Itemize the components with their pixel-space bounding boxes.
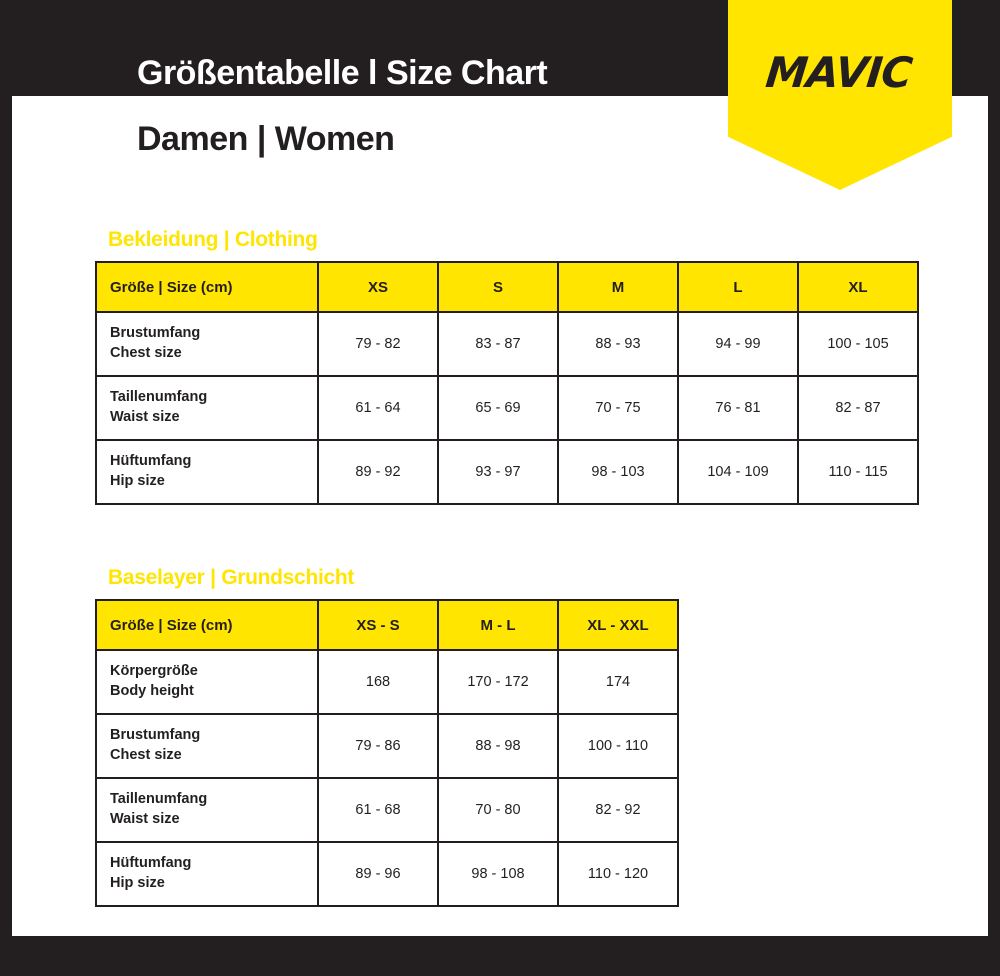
row-label-en: Hip size: [110, 473, 165, 489]
cell-value: 88 - 98: [438, 714, 558, 778]
row-label-en: Hip size: [110, 875, 165, 891]
row-label: [96, 714, 318, 778]
row-label-de: Brustumfang: [110, 325, 201, 342]
column-header: XL - XXL: [558, 600, 678, 650]
row-label-en: Chest size: [110, 747, 182, 763]
row-label-en: Waist size: [110, 811, 180, 827]
cell-value: 89 - 96: [318, 842, 438, 906]
row-label: [96, 842, 318, 906]
cell-value: 110 - 120: [558, 842, 678, 906]
cell-value: 61 - 68: [318, 778, 438, 842]
table-row: [96, 714, 678, 778]
section-title-clothing: Bekleidung | Clothing: [108, 228, 318, 251]
column-header: XL: [798, 262, 918, 312]
page-title: Größentabelle l Size Chart: [137, 54, 548, 92]
column-header: M: [558, 262, 678, 312]
section-title-baselayer: Baselayer | Grundschicht: [108, 566, 355, 589]
cell-value: 170 - 172: [438, 650, 558, 714]
table-clothing: [95, 261, 919, 505]
cell-value: 79 - 82: [318, 312, 438, 376]
column-header: S: [438, 262, 558, 312]
section-baselayer: [95, 566, 679, 907]
cell-value: 70 - 80: [438, 778, 558, 842]
column-header: M - L: [438, 600, 558, 650]
row-label: [96, 778, 318, 842]
section-clothing: [95, 228, 919, 505]
column-header: XS - S: [318, 600, 438, 650]
table-row: [96, 650, 678, 714]
row-label: [96, 376, 318, 440]
column-header: Größe | Size (cm): [96, 600, 318, 650]
row-label-de: Hüftumfang: [110, 453, 192, 470]
column-header: XS: [318, 262, 438, 312]
row-label-de: Körpergröße: [110, 663, 198, 680]
column-header: L: [678, 262, 798, 312]
row-label-de: Hüftumfang: [110, 855, 192, 872]
table-row: [96, 312, 918, 376]
cell-value: 94 - 99: [678, 312, 798, 376]
row-label: [96, 312, 318, 376]
table-header-row: [96, 262, 918, 312]
cell-value: 65 - 69: [438, 376, 558, 440]
cell-value: 100 - 105: [798, 312, 918, 376]
cell-value: 76 - 81: [678, 376, 798, 440]
cell-value: 88 - 93: [558, 312, 678, 376]
row-label: [96, 650, 318, 714]
table-header-row: [96, 600, 678, 650]
row-label: [96, 440, 318, 504]
row-label-en: Waist size: [110, 409, 180, 425]
cell-value: 82 - 92: [558, 778, 678, 842]
column-header: Größe | Size (cm): [96, 262, 318, 312]
mavic-logo: MAVIC: [763, 48, 914, 97]
table-row: [96, 842, 678, 906]
row-label-de: Taillenumfang: [110, 389, 208, 406]
table-row: [96, 440, 918, 504]
cell-value: 61 - 64: [318, 376, 438, 440]
cell-value: 82 - 87: [798, 376, 918, 440]
cell-value: 174: [558, 650, 678, 714]
table-row: [96, 376, 918, 440]
table-baselayer: [95, 599, 679, 907]
page-subtitle: Damen | Women: [137, 120, 395, 158]
cell-value: 98 - 103: [558, 440, 678, 504]
cell-value: 70 - 75: [558, 376, 678, 440]
cell-value: 79 - 86: [318, 714, 438, 778]
cell-value: 104 - 109: [678, 440, 798, 504]
cell-value: 93 - 97: [438, 440, 558, 504]
row-label-en: Body height: [110, 683, 194, 699]
cell-value: 89 - 92: [318, 440, 438, 504]
footer-bar: [0, 936, 1000, 976]
cell-value: 83 - 87: [438, 312, 558, 376]
cell-value: 168: [318, 650, 438, 714]
row-label-de: Taillenumfang: [110, 791, 208, 808]
row-label-en: Chest size: [110, 345, 182, 361]
table-row: [96, 778, 678, 842]
row-label-de: Brustumfang: [110, 727, 201, 744]
cell-value: 100 - 110: [558, 714, 678, 778]
cell-value: 110 - 115: [798, 440, 918, 504]
cell-value: 98 - 108: [438, 842, 558, 906]
